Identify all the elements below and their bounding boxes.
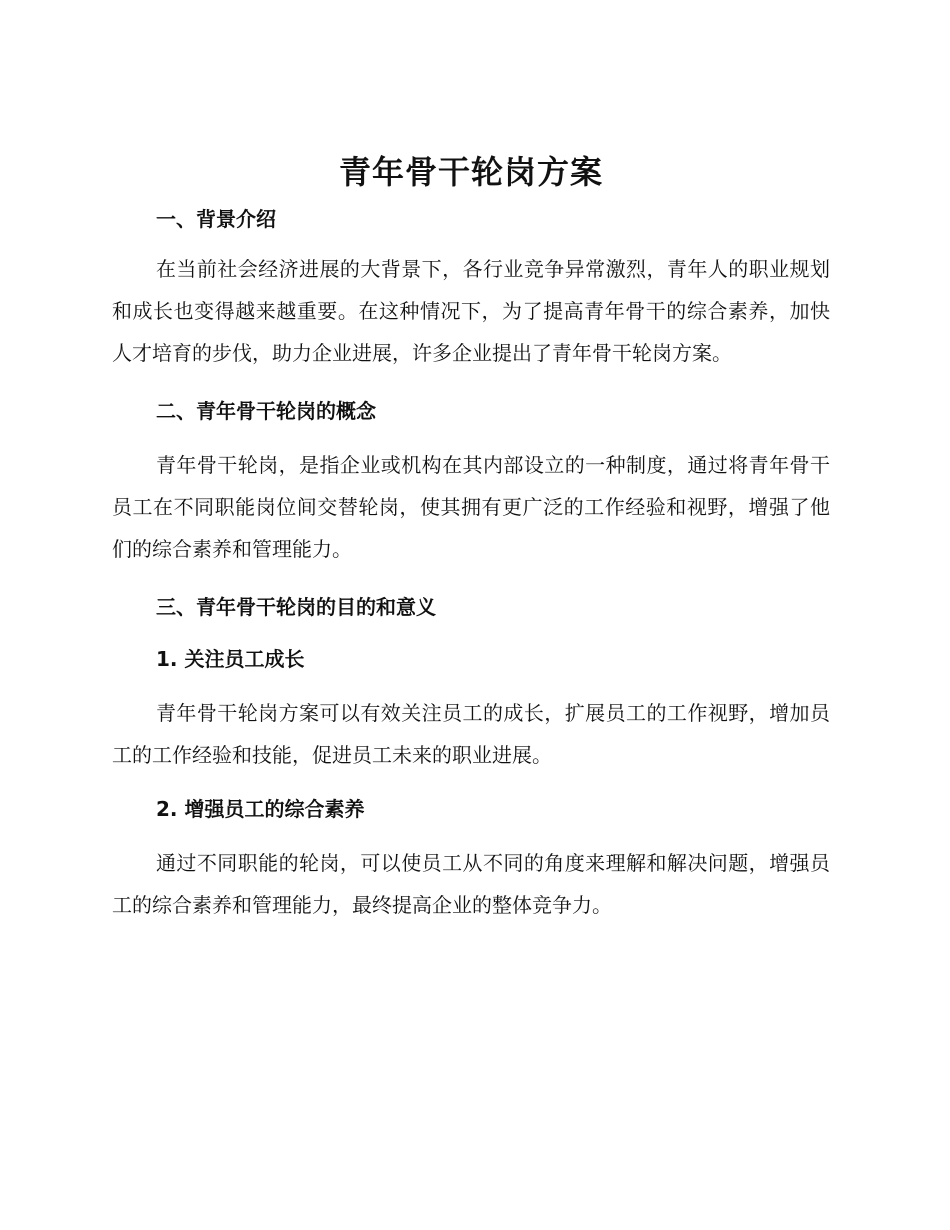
section-heading-concept: 二、青年骨干轮岗的概念 — [156, 399, 376, 423]
subheading-comprehensive-quality: 2. 增强员工的综合素养 — [156, 797, 365, 821]
subheading-employee-growth: 1. 关注员工成长 — [156, 647, 305, 671]
section-heading-background: 一、背景介绍 — [156, 207, 276, 231]
paragraph-employee-growth: 青年骨干轮岗方案可以有效关注员工的成长，扩展员工的工作视野，增加员工的工作经验和技能，促进员工未来的职业进展。 — [112, 701, 830, 767]
section-heading-purpose: 三、青年骨干轮岗的目的和意义 — [156, 595, 436, 619]
paragraph-concept: 青年骨干轮岗，是指企业或机构在其内部设立的一种制度，通过将青年骨干员工在不同职能岗位间交替轮岗，使其拥有更广泛的工作经验和视野，增强了他们的综合素养和管理能力。 — [112, 453, 830, 561]
paragraph-background: 在当前社会经济进展的大背景下，各行业竞争异常激烈，青年人的职业规划和成长也变得越来越重要。在这种情况下，为了提高青年骨干的综合素养，加快人才培育的步伐，助力企业进展，许多企业提出了青年骨干轮岗方案。 — [112, 257, 830, 365]
paragraph-comprehensive-quality: 通过不同职能的轮岗，可以使员工从不同的角度来理解和解决问题，增强员工的综合素养和管理能力，最终提高企业的整体竞争力。 — [112, 851, 830, 917]
document-title: 青年骨干轮岗方案 — [338, 153, 603, 191]
document-page — [112, 148, 830, 926]
